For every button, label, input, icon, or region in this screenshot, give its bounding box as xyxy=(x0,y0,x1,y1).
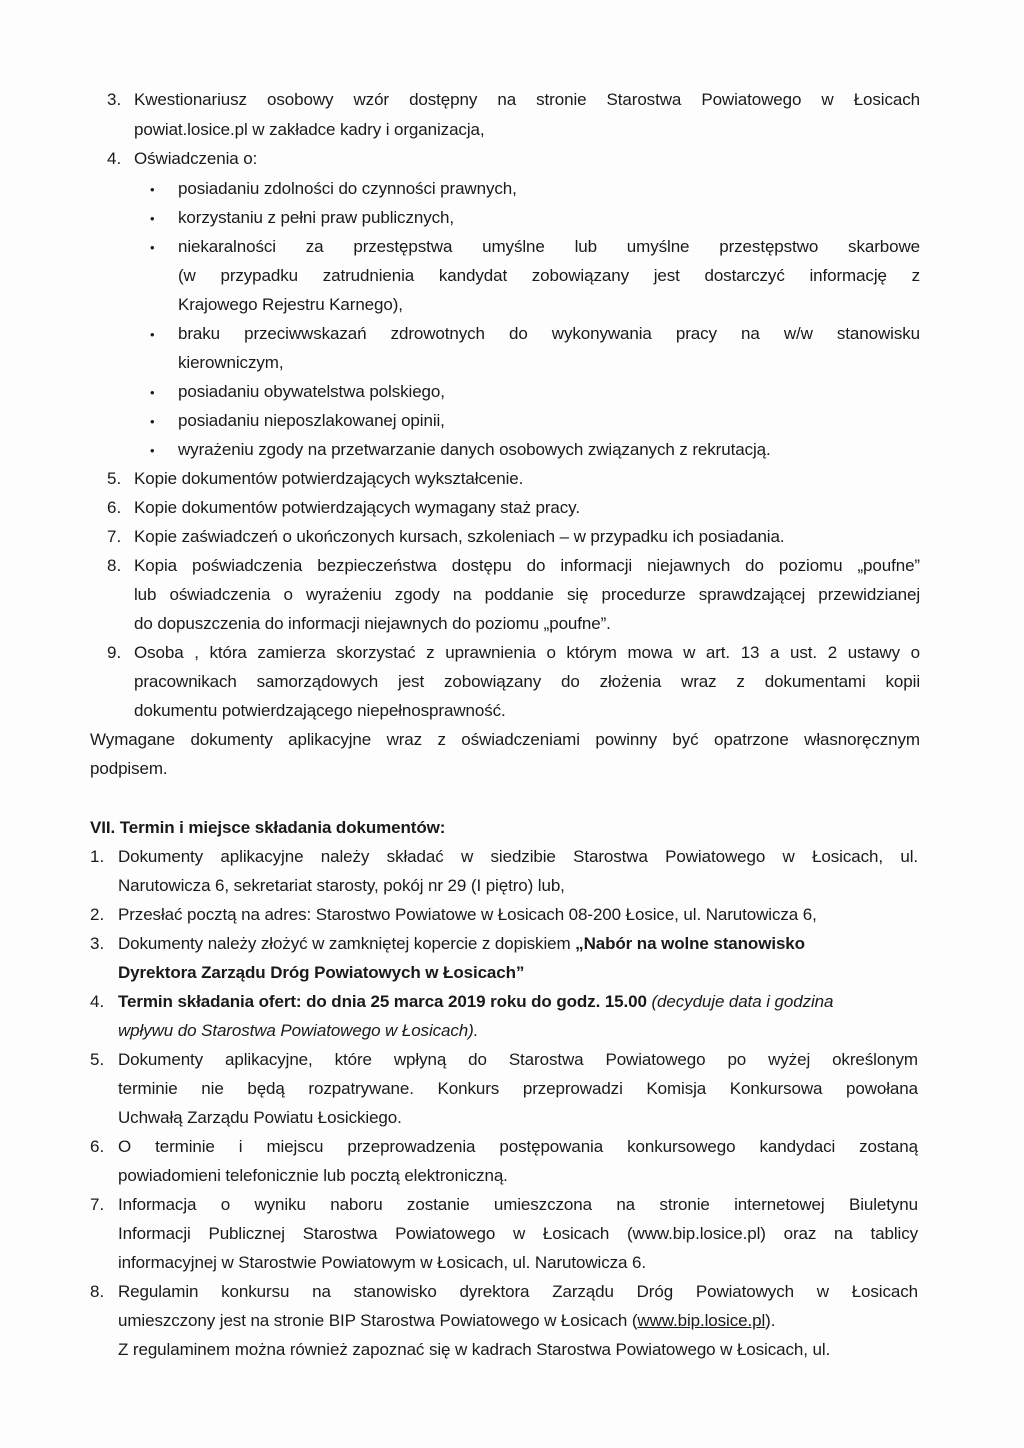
vii-item-6-line-2: powiadomieni telefonicznie lub pocztą elektroniczną. xyxy=(118,1166,508,1185)
bullet-icon: • xyxy=(150,211,155,226)
bip-link[interactable]: www.bip.losice.pl xyxy=(637,1311,766,1330)
item-9-line-2: pracownikach samorządowych jest zobowiązany do złożenia wraz z dokumentami kopii xyxy=(134,672,920,691)
item-number: 1. xyxy=(90,847,105,866)
bullet-item: posiadaniu nieposzlakowanej opinii, xyxy=(178,411,445,430)
vii-item-1-line-1: Dokumenty aplikacyjne należy składać w siedzibie Starostwa Powiatowego w Łosicach, ul. xyxy=(118,847,918,866)
vii-item-3-plain-text: Dokumenty należy złożyć w zamkniętej kopercie z dopiskiem xyxy=(118,934,576,953)
item-4-line-1: Oświadczenia o: xyxy=(134,149,258,168)
vii-item-8-line-3: Z regulaminem można również zapoznać się w kadrach Starostwa Powiatowego w Łosicach, ul. xyxy=(118,1340,831,1359)
vii-item-8-text: umieszczony jest na stronie BIP Starostwa Powiatowego w Łosicach ( xyxy=(118,1311,638,1330)
item-8-line-3: do dopuszczenia do informacji niejawnych do poziomu „poufne”. xyxy=(134,614,611,633)
vii-item-8-line-1: Regulamin konkursu na stanowisko dyrektora Zarządu Dróg Powiatowych w Łosicach xyxy=(118,1282,918,1301)
item-number: 7. xyxy=(107,527,122,546)
item-6-line-1: Kopie dokumentów potwierdzających wymagany staż pracy. xyxy=(134,498,580,517)
item-number: 5. xyxy=(90,1050,105,1069)
bullet-item: wyrażeniu zgody na przetwarzanie danych osobowych związanych z rekrutacją. xyxy=(178,440,771,459)
vii-item-4-deadline: Termin składania ofert: do dnia 25 marca 2019 roku do godz. 15.00 xyxy=(118,992,647,1011)
vii-item-4-line-2: wpływu do Starostwa Powiatowego w Łosicach). xyxy=(118,1021,479,1040)
bullet-icon: • xyxy=(150,240,155,255)
bullet-item: posiadaniu obywatelstwa polskiego, xyxy=(178,382,445,401)
vii-item-8-text-end: ). xyxy=(765,1311,776,1330)
item-number: 6. xyxy=(90,1137,105,1156)
item-number: 8. xyxy=(90,1282,105,1301)
item-number: 9. xyxy=(107,643,122,662)
vii-item-5-line-1: Dokumenty aplikacyjne, które wpłyną do Starostwa Powiatowego po wyżej określonym xyxy=(118,1050,918,1069)
signature-note-line-2: podpisem. xyxy=(90,759,168,778)
item-number: 4. xyxy=(90,992,105,1011)
item-number: 3. xyxy=(107,90,122,109)
signature-note-line-1: Wymagane dokumenty aplikacyjne wraz z oświadczeniami powinny być opatrzone własnoręcznym xyxy=(90,730,920,749)
bullet-icon: • xyxy=(150,327,155,342)
item-8-line-1: Kopia poświadczenia bezpieczeństwa dostępu do informacji niejawnych do poziomu „poufne” xyxy=(134,556,920,575)
item-number: 4. xyxy=(107,149,122,168)
vii-item-7-line-1: Informacja o wyniku naboru zostanie umieszczona na stronie internetowej Biuletynu xyxy=(118,1195,918,1214)
item-number: 5. xyxy=(107,469,122,488)
item-3-line-1: Kwestionariusz osobowy wzór dostępny na stronie Starostwa Powiatowego w Łosicach xyxy=(134,90,920,109)
section-heading: VII. Termin i miejsce składania dokumentów: xyxy=(90,818,446,837)
vii-item-5-line-2: terminie nie będą rozpatrywane. Konkurs przeprowadzi Komisja Konkursowa powołana xyxy=(118,1079,918,1098)
bullet-item-continuation: Krajowego Rejestru Karnego), xyxy=(178,295,403,314)
vii-item-3-line-2: Dyrektora Zarządu Dróg Powiatowych w Łosicach” xyxy=(118,963,525,982)
item-number: 3. xyxy=(90,934,105,953)
item-9-line-1: Osoba , która zamierza skorzystać z uprawnienia o którym mowa w art. 13 a ust. 2 ustawy o xyxy=(134,643,920,662)
item-8-line-2: lub oświadczenia o wyrażeniu zgody na poddanie się procedurze sprawdzającej przewidzianej xyxy=(134,585,920,604)
bullet-icon: • xyxy=(150,443,155,458)
bullet-item: posiadaniu zdolności do czynności prawnych, xyxy=(178,179,517,198)
vii-item-8-line-2 xyxy=(118,1309,775,1333)
item-7-line-1: Kopie zaświadczeń o ukończonych kursach, szkoleniach – w przypadku ich posiadania. xyxy=(134,527,785,546)
vii-item-3-bold-text: „Nabór na wolne stanowisko xyxy=(575,934,805,953)
bullet-icon: • xyxy=(150,385,155,400)
item-number: 7. xyxy=(90,1195,105,1214)
bullet-item-continuation: (w przypadku zatrudnienia kandydat zobowiązany jest dostarczyć informację z xyxy=(178,266,920,285)
vii-item-1-line-2: Narutowicza 6, sekretariat starosty, pokój nr 29 (I piętro) lub, xyxy=(118,876,565,895)
item-3-line-2: powiat.losice.pl w zakładce kadry i organizacja, xyxy=(134,120,485,139)
item-5-line-1: Kopie dokumentów potwierdzających wykształcenie. xyxy=(134,469,524,488)
bullet-icon: • xyxy=(150,182,155,197)
bullet-item: korzystaniu z pełni praw publicznych, xyxy=(178,208,454,227)
vii-item-4-line-1 xyxy=(118,990,833,1014)
item-9-line-3: dokumentu potwierdzającego niepełnosprawność. xyxy=(134,701,506,720)
item-number: 8. xyxy=(107,556,122,575)
vii-item-3-line-1 xyxy=(118,932,805,956)
item-number: 2. xyxy=(90,905,105,924)
item-number: 6. xyxy=(107,498,122,517)
vii-item-5-line-3: Uchwałą Zarządu Powiatu Łosickiego. xyxy=(118,1108,402,1127)
vii-item-4-note: (decyduje data i godzina xyxy=(646,992,834,1011)
bullet-item: braku przeciwwskazań zdrowotnych do wykonywania pracy na w/w stanowisku xyxy=(178,324,920,343)
vii-item-7-line-2: Informacji Publicznej Starostwa Powiatowego w Łosicach (www.bip.losice.pl) oraz na tablicy xyxy=(118,1224,918,1243)
vii-item-7-line-3: informacyjnej w Starostwie Powiatowym w Łosicach, ul. Narutowicza 6. xyxy=(118,1253,646,1272)
bullet-item-continuation: kierowniczym, xyxy=(178,353,284,372)
bullet-item: niekaralności za przestępstwa umyślne lub umyślne przestępstwo skarbowe xyxy=(178,237,920,256)
vii-item-2-line-1: Przesłać pocztą na adres: Starostwo Powiatowe w Łosicach 08-200 Łosice, ul. Narutowicza 6, xyxy=(118,905,817,924)
bullet-icon: • xyxy=(150,414,155,429)
vii-item-6-line-1: O terminie i miejscu przeprowadzenia postępowania konkursowego kandydaci zostaną xyxy=(118,1137,918,1156)
